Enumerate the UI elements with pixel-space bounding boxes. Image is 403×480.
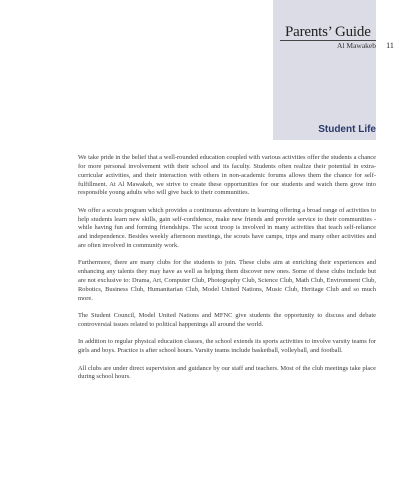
- body-text: [78, 154, 376, 391]
- section-title: Student Life: [318, 124, 376, 135]
- paragraph-student-council: The Student Council, Model United Nations and MFNC give students the opportunity to discuss and debate controversial issues related to political happenings all around the world.: [78, 312, 376, 328]
- guide-title: Parents’ Guide: [285, 24, 371, 40]
- paragraph-intro: We take pride in the belief that a well-rounded education coupled with various activities offer the students a chance for more personal involvement with their school and its faculty. Students often realize their potential in extra-curricular activities, and their interaction with others in non-academic forums allows them the chance for self-fulfillment. At Al Mawakeb, we strive to create these opportunities for our students and watch them grow into responsible young adults who will give back to their communities.: [78, 154, 376, 197]
- paragraph-clubs: Furthermore, there are many clubs for the students to join. These clubs aim at enriching their experiences and enhancing any talents they may have as well as helping them discover new ones. Some of these clubs include but are not exclusive to: Drama, Art, Computer Club, Photography Club, Science Club, Math Club, Environment Club, Robotics, Business Club, Humanitarian Club, Model United Nations, Music Club, Heritage Club and so much more.: [78, 259, 376, 302]
- school-name: Al Mawakeb: [337, 41, 376, 50]
- page-number: 11: [386, 41, 394, 50]
- paragraph-supervision: All clubs are under direct supervision and guidance by our staff and teachers. Most of the club meetings take place during school hours.: [78, 364, 376, 381]
- paragraph-scouts: We offer a scouts program which provides a continuous adventure in learning offering a broad range of activities to help students learn new skills, gain self-confidence, make new friends and provide service to their communities - while having fun and forming friendships. The scout troop is involved in many activities that teach self-reliance and independence. Besides weekly afternoon meetings, the scouts have camps, trips and many other activities and are often involved in community work.: [78, 206, 376, 250]
- header-panel: [273, 0, 376, 140]
- paragraph-sports: In addition to regular physical education classes, the school extends its sports activities to involve varsity teams for girls and boys. Practice is after school hours. Varsity teams include basketball, volleyball, and football.: [78, 338, 376, 355]
